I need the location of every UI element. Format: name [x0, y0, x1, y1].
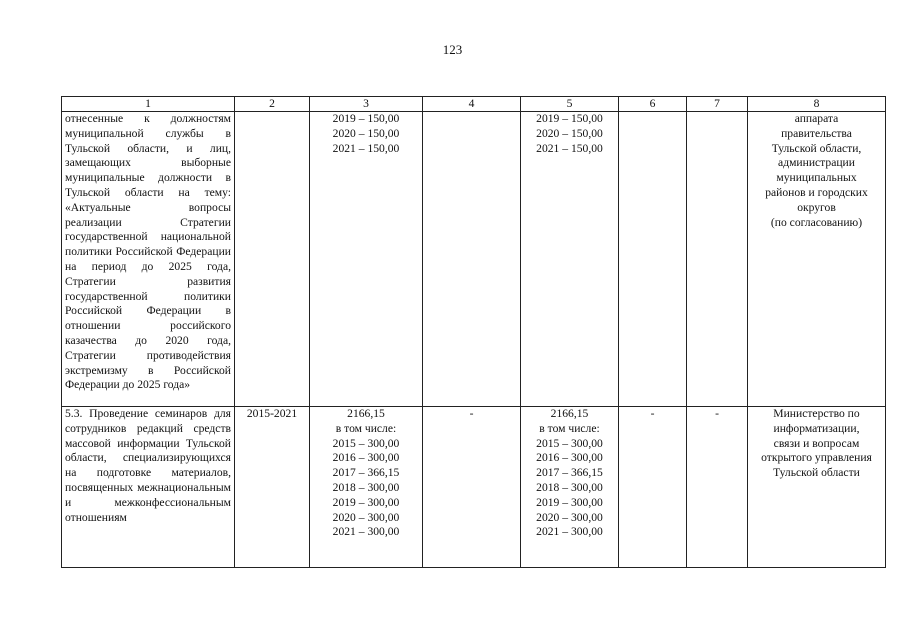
executor-line: Тульской области — [773, 466, 860, 480]
executor-line: открытого управления — [761, 451, 872, 465]
funding-line: 2015 – 300,00 — [332, 436, 400, 450]
column-header-8: 8 — [748, 97, 886, 112]
total-funding-cell — [310, 407, 423, 568]
funding-line: 2018 – 300,00 — [536, 480, 603, 494]
table-row — [62, 112, 886, 407]
program-table — [61, 96, 886, 568]
executor-line: аппарата — [794, 112, 839, 125]
funding-line: 2017 – 366,15 — [332, 466, 400, 480]
executor-line: Министерство по — [773, 407, 860, 420]
executor-line: округов — [797, 200, 836, 214]
table-row — [62, 407, 886, 568]
event-description: 5.3. Проведение семинаров для сотрудников редакций средств массовой информации Тульской области, специализирующихся на подготовке материалов, посвященных межнациональным и межконфессиональным отношениям — [62, 407, 235, 568]
local-funding-cell — [619, 112, 687, 407]
executor-cell — [748, 112, 886, 407]
funding-line: 2021 – 300,00 — [536, 525, 603, 539]
column-header-6: 6 — [619, 97, 687, 112]
page-number: 123 — [442, 42, 463, 57]
event-description: отнесенные к должностям муниципальной службы в Тульской области, и лиц, замещающих выборные муниципальные должности в Тульской области на тему: «Актуальные вопросы реализации Стратегии государственной национальной политики Российской Федерации на период до 2025 года, Стратегии развития государственной политики Российской Федерации в отношении российского казачества до 2020 года, Стратегии противодействия экстремизму в Российской Федерации до 2025 года» — [62, 112, 235, 407]
executor-line: администрации — [778, 156, 855, 170]
funding-line: 2020 – 300,00 — [536, 510, 603, 524]
column-header-5: 5 — [521, 97, 619, 112]
funding-line: 2166,15 — [347, 407, 385, 420]
funding-line: 2015 – 300,00 — [536, 436, 603, 450]
executor-line: муниципальных — [776, 171, 857, 185]
funding-line: 2019 – 300,00 — [536, 495, 603, 509]
other-funding-cell: - — [687, 407, 748, 568]
funding-line: 2019 – 150,00 — [536, 112, 603, 125]
funding-line: 2016 – 300,00 — [332, 451, 400, 465]
column-header-7: 7 — [687, 97, 748, 112]
executor-line: правительства — [781, 126, 852, 140]
other-funding-cell — [687, 112, 748, 407]
funding-line: в том числе: — [539, 421, 600, 435]
column-header-1: 1 — [62, 97, 235, 112]
column-header-4: 4 — [423, 97, 521, 112]
regional-funding-cell — [521, 407, 619, 568]
funding-line: 2017 – 366,15 — [536, 466, 603, 480]
federal-funding-cell: - — [423, 407, 521, 568]
local-funding-cell: - — [619, 407, 687, 568]
executor-cell — [748, 407, 886, 568]
header-row — [62, 97, 886, 112]
funding-line: в том числе: — [335, 421, 397, 435]
funding-line: 2020 – 150,00 — [536, 126, 603, 140]
executor-line: Тульской области, — [771, 141, 862, 155]
executor-line: информатизации, — [773, 421, 860, 435]
funding-line: 2166,15 — [550, 407, 589, 420]
funding-line: 2020 – 300,00 — [332, 510, 400, 524]
period-cell — [235, 112, 310, 407]
funding-line: 2018 – 300,00 — [332, 480, 400, 494]
funding-line: 2021 – 150,00 — [332, 141, 400, 155]
column-header-3: 3 — [310, 97, 423, 112]
funding-line: 2019 – 150,00 — [332, 112, 400, 125]
executor-line: районов и городских — [765, 185, 868, 199]
funding-line: 2021 – 300,00 — [332, 525, 400, 539]
funding-line: 2021 – 150,00 — [536, 141, 603, 155]
executor-line: связи и вопросам — [773, 436, 860, 450]
regional-funding-cell — [521, 112, 619, 407]
column-header-2: 2 — [235, 97, 310, 112]
funding-line: 2016 – 300,00 — [536, 451, 603, 465]
funding-line: 2019 – 300,00 — [332, 495, 400, 509]
period-cell: 2015-2021 — [235, 407, 310, 568]
federal-funding-cell — [423, 112, 521, 407]
funding-line: 2020 – 150,00 — [332, 126, 400, 140]
total-funding-cell — [310, 112, 423, 407]
executor-line: (по согласованию) — [770, 215, 863, 229]
